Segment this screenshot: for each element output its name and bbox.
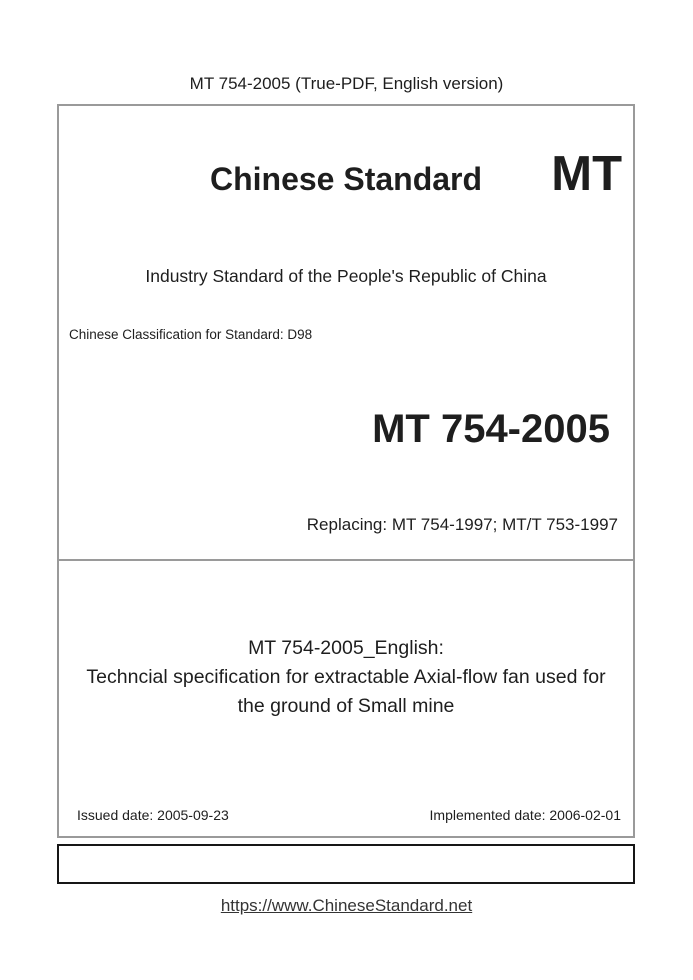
title-line-2: Techncial specification for extractable Axial-flow fan used for <box>86 666 606 688</box>
industry-standard-subtitle: Industry Standard of the People's Republic of China <box>145 266 547 286</box>
replacing-line: Replacing: MT 754-1997; MT/T 753-1997 <box>306 515 618 534</box>
brand-title: Chinese Standard <box>209 161 483 197</box>
classification-line: Chinese Classification for Standard: D98 <box>69 327 313 342</box>
implemented-date: Implemented date: 2006-02-01 <box>429 807 621 823</box>
standard-cover-box <box>57 104 635 838</box>
standard-code-abbrev: MT <box>551 147 622 201</box>
issued-date: Issued date: 2005-09-23 <box>77 807 229 823</box>
title-line-3: the ground of Small mine <box>237 695 455 717</box>
section-divider <box>57 559 635 561</box>
english-title-block <box>59 634 633 721</box>
title-line-1: MT 754-2005_English: <box>248 637 444 659</box>
standard-number: MT 754-2005 <box>372 407 610 451</box>
empty-footer-box <box>57 844 635 884</box>
website-link[interactable]: https://www.ChineseStandard.net <box>220 896 473 915</box>
page-header-title: MT 754-2005 (True-PDF, English version) <box>189 74 504 93</box>
